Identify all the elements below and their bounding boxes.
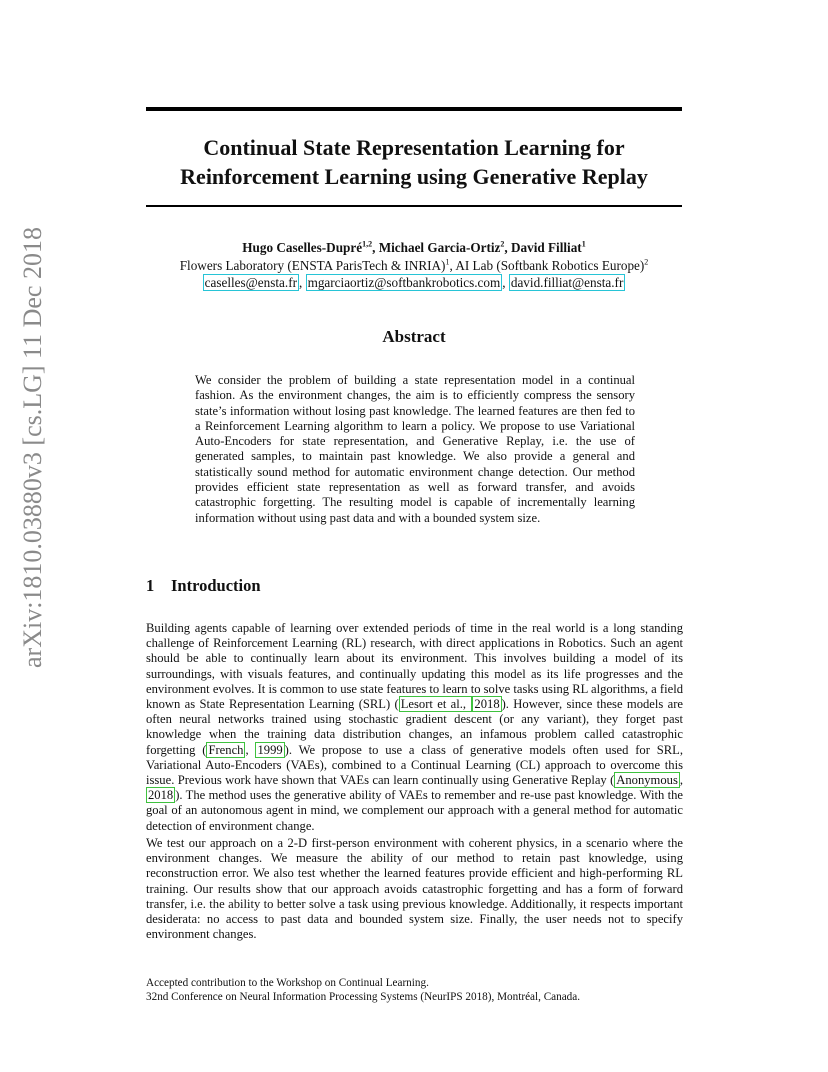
affiliation-1: Flowers Laboratory (ENSTA ParisTech & INRIA) xyxy=(179,258,446,273)
citation-link-anonymous[interactable]: Anonymous xyxy=(616,773,678,788)
affiliations-line xyxy=(146,258,682,274)
title-line-2: Reinforcement Learning using Generative Replay xyxy=(180,164,648,189)
author-1-affil: 1,2 xyxy=(362,239,373,249)
paper-title xyxy=(146,133,682,191)
emails-line xyxy=(146,275,682,291)
citation-separator: , xyxy=(679,773,683,788)
affiliation-1-sup: 1 xyxy=(445,257,450,267)
email-separator: , xyxy=(502,275,509,290)
intro-text: ). However, since these models are often neural networks trained using stochastic gradient descent (or any variant), they forget past knowledge when the training data distribution changes, an infamous problem called catastrophic forgetting ( xyxy=(146,697,683,757)
section-number: 1 xyxy=(146,576,155,595)
intro-paragraph-1 xyxy=(146,621,683,834)
citation-year-link[interactable]: 2018 xyxy=(148,788,174,803)
authors-line xyxy=(146,240,682,256)
email-link-2[interactable]: mgarciaortiz@softbankrobotics.com xyxy=(307,275,501,290)
author-3-affil: 1 xyxy=(581,239,586,249)
section-heading xyxy=(146,576,261,596)
title-line-1: Continual State Representation Learning for xyxy=(203,135,625,160)
author-3: , David Filliat xyxy=(504,240,582,255)
footnote xyxy=(146,976,686,1004)
footnote-line-1: Accepted contribution to the Workshop on Continual Learning. xyxy=(146,977,429,989)
affiliation-2: , AI Lab (Softbank Robotics Europe) xyxy=(449,258,645,273)
citation-separator: , xyxy=(462,697,471,712)
email-separator: , xyxy=(298,275,306,290)
abstract-body: We consider the problem of building a state representation model in a continual fashion. As the environment changes, the aim is to efficiently compress the sensory state’s information without losing past knowledge. The learned features are then fed to a Reinforcement Learning algorithm to learn a policy. We propose to use Variational Auto-Encoders for state representation, and Generative Replay, i.e. the use of generated samples, to maintain past knowledge. We also provide a general and statistically sound method for automatic environment change detection. Our method provides efficient state representation as well as forward transfer, and avoids catastrophic forgetting. The resulting model is capable of incrementally learning information without using past data and with a bounded system size. xyxy=(195,373,635,525)
citation-author: Lesort et al. xyxy=(400,697,463,712)
author-2: , Michael Garcia-Ortiz xyxy=(372,240,501,255)
author-2-affil: 2 xyxy=(500,239,505,249)
citation-year-link[interactable]: 2018 xyxy=(474,697,500,712)
email-link-1[interactable]: caselles@ensta.fr xyxy=(204,275,297,290)
citation-link-french[interactable]: French xyxy=(208,742,244,757)
citation-link-lesort[interactable] xyxy=(399,696,473,712)
citation-year-link[interactable]: 1999 xyxy=(257,742,283,757)
arxiv-identifier: arXiv:1810.03880v3 [cs.LG] 11 Dec 2018 xyxy=(18,227,47,668)
title-bottom-rule xyxy=(146,205,682,207)
email-link-3[interactable]: david.filliat@ensta.fr xyxy=(510,275,624,290)
intro-text: ). We propose to use a class of generative models often used for SRL, Variational Auto-Encoders (VAEs), combined to a Continual Learning (CL) approach to overcome this issue. Previous work have shown that VAEs can learn continually using Generative Replay ( xyxy=(146,742,683,788)
section-title: Introduction xyxy=(171,576,261,595)
author-1: Hugo Caselles-Dupré xyxy=(242,240,363,255)
title-top-rule xyxy=(146,107,682,111)
abstract-heading: Abstract xyxy=(382,327,446,346)
intro-text: ). The method uses the generative ability of VAEs to remember and re-use past knowledge. With the goal of an autonomous agent in mind, we complement our approach with a general method for automatic detection of environment change. xyxy=(146,788,683,833)
intro-paragraph-2: We test our approach on a 2-D first-person environment with coherent physics, in a scenario where the environment changes. We measure the ability of our method to retain past knowledge, using reconstruction error. We also test whether the learned features provide efficient and high-performing RL training. Our results show that our approach avoids catastrophic forgetting and has a form of forward transfer, i.e. the ability to better solve a task using previous knowledge. Additionally, it respects important desiderata: no access to past data and bounded system size. Finally, the user needs not to specify environment changes. xyxy=(146,836,683,942)
citation-separator: , xyxy=(245,742,256,757)
footnote-line-2: 32nd Conference on Neural Information Processing Systems (NeurIPS 2018), Montréal, Canada. xyxy=(146,991,581,1003)
affiliation-2-sup: 2 xyxy=(644,257,649,267)
intro-text: Building agents capable of learning over extended periods of time in the real world is a long standing challenge of Reinforcement Learning (RL) research, with direct applications in Robotics. Such an agent should be able to continually learn about its environment. This involves building a model of its surroundings, with visuals features, and continually updating this model as its life progresses and the environment evolves. It is common to use state features to learn to solve tasks using RL algorithms, a field known as State Representation Learning (SRL) ( xyxy=(146,621,683,712)
